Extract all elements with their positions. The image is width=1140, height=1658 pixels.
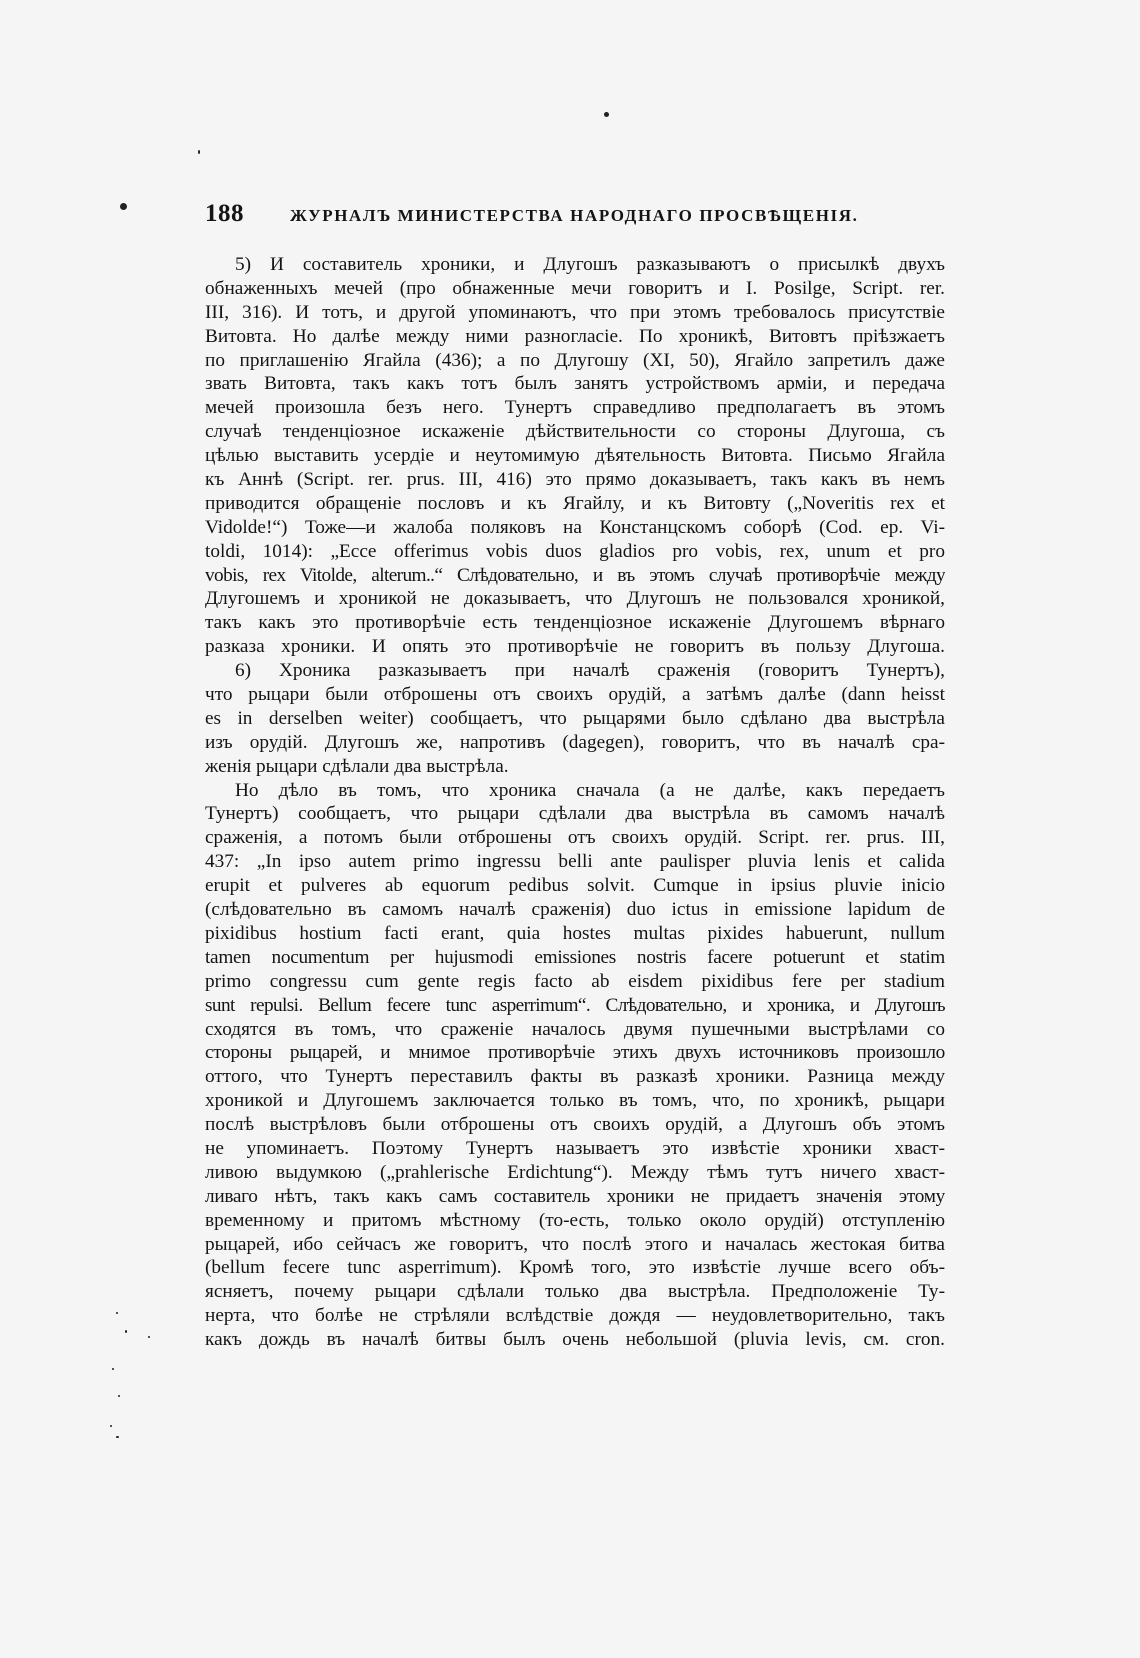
text-line: нерта, что болѣе не стрѣляли вслѣдствіе дождя — неудовлетворительно, такъ [205, 1305, 945, 1327]
text-line: приводится обращеніе пословъ и къ Ягайлу, и къ Витовту („Noveritis rex et [205, 492, 945, 514]
text-line: erupit et pulveres ab equorum pedibus solvit. Cumque in ipsius pluvie inicio [205, 875, 945, 897]
ink-speck [116, 1312, 118, 1314]
text-line: временному и притомъ мѣстному (то-есть, только около орудій) отступленію [205, 1209, 945, 1231]
text-line: ливою выдумкою („prahlerische Erdichtung“). Между тѣмъ тутъ ничего хваст- [205, 1161, 945, 1183]
ink-speck [148, 1336, 150, 1338]
text-line: es in derselben weiter) сообщаетъ, что рыцарями было сдѣлано два выстрѣла [205, 707, 945, 729]
text-line: toldi, 1014): „Ecce offerimus vobis duos gladios pro vobis, rex, unum et pro [205, 540, 945, 562]
text-line: 437: „In ipso autem primo ingressu belli ante paulisper pluvia lenis et calida [205, 851, 945, 873]
text-line: по приглашенію Ягайла (436); а по Длугошу (XI, 50), Ягайло запретилъ даже [205, 349, 945, 371]
ink-speck [110, 1425, 112, 1427]
text-line: звать Витовта, такъ какъ тотъ былъ занятъ устройствомъ арміи, и передача [205, 373, 945, 395]
text-line: мечей произошла безъ него. Тунертъ справедливо предполагаетъ въ этомъ [205, 397, 945, 419]
text-line: Длугошемъ и хроникой не доказываетъ, что Длугошъ не пользовался хроникой, [205, 588, 945, 610]
text-line: III, 316). И тотъ, и другой упоминаютъ, что при этомъ требовалось присутствіе [205, 301, 945, 323]
text-line: ясняетъ, почему рыцари сдѣлали только два выстрѣла. Предположеніе Ту- [205, 1281, 945, 1303]
text-line: (bellum fecere tunc asperrimum). Кромѣ того, это извѣстіе лучше всего объ- [205, 1257, 945, 1279]
text-line: какъ дождь въ началѣ битвы былъ очень небольшой (pluvia levis, см. cron. [205, 1329, 945, 1351]
body-text [205, 253, 945, 1352]
ink-speck [112, 1368, 114, 1370]
text-line: женія рыцари сдѣлали два выстрѣла. [205, 755, 509, 777]
text-line: сходятся въ томъ, что сраженіе началось двумя пушечными выстрѣлами со [205, 1018, 945, 1040]
text-line: vobis, rex Vitolde, alterum..“ Слѣдовательно, и въ этомъ случаѣ противорѣчіе между [205, 564, 945, 586]
text-line: Но дѣло въ томъ, что хроника сначала (а не далѣе, какъ передаетъ [235, 779, 945, 801]
text-line: sunt repulsi. Bellum fecere tunc asperrimum“. Слѣдовательно, и хроника, и Длугошъ [205, 994, 945, 1016]
text-line: primo congressu cum gente regis facto ab eisdem pixidibus fere per stadium [205, 970, 945, 992]
text-line: pixidibus hostium facti erant, quia hostes multas pixides habuerunt, nullum [205, 922, 945, 944]
text-line: изъ орудій. Длугошъ же, напротивъ (dagegen), говоритъ, что въ началѣ сра- [205, 731, 945, 753]
text-line: Витовта. Но далѣе между ними разногласіе. По хроникѣ, Витовтъ пріѣзжаетъ [205, 325, 945, 347]
text-line: Vidolde!“) Тоже—и жалоба поляковъ на Констанцскомъ соборѣ (Cod. ep. Vi- [205, 516, 945, 538]
text-line: оттого, что Тунертъ переставилъ факты въ разказѣ хроники. Разница между [205, 1066, 945, 1088]
text-line: 6) Хроника разказываетъ при началѣ сраженія (говоритъ Тунертъ), [235, 660, 945, 682]
text-line: (слѣдовательно въ самомъ началѣ сраженія) duo ictus in emissione lapidum de [205, 899, 945, 921]
text-line: случаѣ тенденціозное искаженіе дѣйствительности со стороны Длугоша, съ [205, 421, 945, 443]
text-line: Тунертъ) сообщаетъ, что рыцари сдѣлали два выстрѣла въ самомъ началѣ [205, 803, 945, 825]
text-line: цѣлью выставить усердіе и неутомимую дѣятельность Витовта. Письмо Ягайла [205, 445, 945, 467]
page-number: 188 [205, 200, 244, 227]
page-header [205, 200, 945, 236]
text-line: къ Аннѣ (Script. rer. prus. III, 416) это прямо доказываетъ, такъ какъ въ немъ [205, 469, 945, 491]
text-line: tamen nocumentum per hujusmodi emissiones nostris facere potuerunt et statim [205, 946, 945, 968]
text-line: 5) И составитель хроники, и Длугошъ разказываютъ о присылкѣ двухъ [235, 254, 945, 275]
ink-speck [198, 150, 200, 154]
text-line: рыцарей, ибо сейчасъ же говоритъ, что послѣ этого и началась жестокая битва [205, 1233, 945, 1255]
text-line: такъ какъ это противорѣчіе есть тенденціозное искаженіе Длугошемъ вѣрнаго [205, 612, 945, 634]
text-line: хроникой и Длугошемъ заключается только въ томъ, что, по хроникѣ, рыцари [205, 1090, 945, 1112]
text-line: не упоминаетъ. Поэтому Тунертъ называетъ это извѣстіе хроники хваст- [205, 1137, 945, 1159]
text-line: стороны рыцарей, и мнимое противорѣчіе этихъ двухъ источниковъ произошло [205, 1042, 945, 1064]
ink-speck [116, 1436, 119, 1438]
ink-dot [120, 203, 127, 210]
text-line: сраженія, а потомъ были отброшены отъ своихъ орудій. Script. rer. prus. III, [205, 827, 945, 849]
ink-dot [604, 112, 609, 117]
ink-speck [118, 1395, 120, 1397]
ink-speck [125, 1330, 127, 1333]
text-line: что рыцари были отброшены отъ своихъ орудій, а затѣмъ далѣе (dann heisst [205, 684, 945, 706]
text-line: послѣ выстрѣловъ были отброшены отъ своихъ орудій, а Длугошъ объ этомъ [205, 1114, 945, 1136]
text-line: обнаженныхъ мечей (про обнаженные мечи говоритъ и I. Posilge, Script. rer. [205, 277, 945, 299]
running-title: ЖУРНАЛЪ МИНИСТЕРСТВА НАРОДНАГО ПРОСВѢЩЕНІЯ. [290, 206, 859, 225]
text-line: разказа хроники. И опять это противорѣчіе не говоритъ въ пользу Длугоша. [205, 636, 945, 658]
text-line: ливаго нѣтъ, такъ какъ самъ составитель хроники не придаетъ значенія этому [205, 1185, 945, 1207]
